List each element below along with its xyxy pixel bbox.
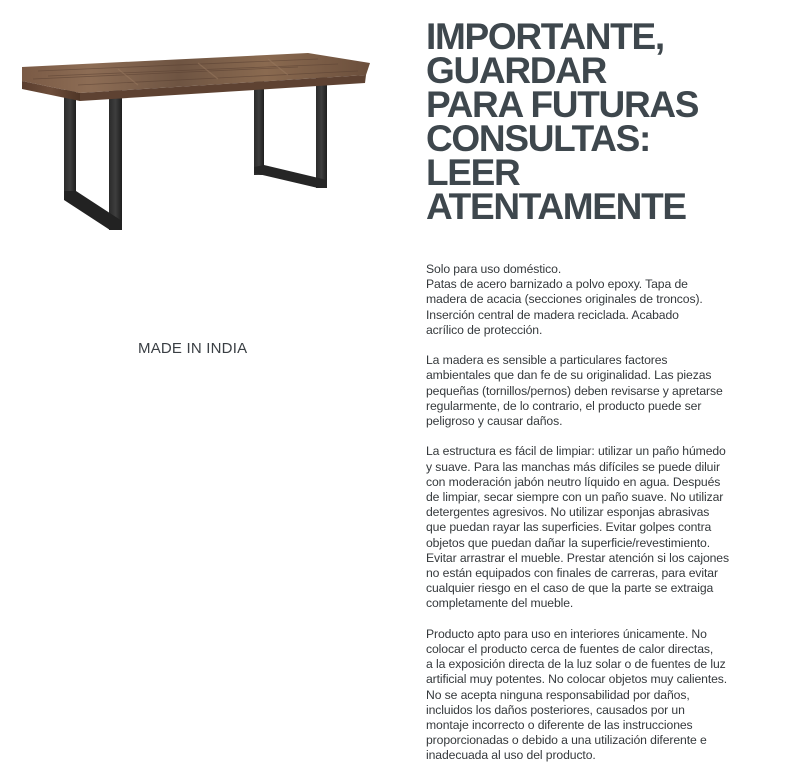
paragraph-line: completamente del mueble. [426, 596, 574, 611]
paragraph-line: La madera es sensible a particulares factores [426, 353, 668, 368]
page-title [426, 16, 786, 227]
paragraph-line: Patas de acero barnizado a polvo epoxy. Tapa de [426, 277, 688, 292]
instructions-text [426, 262, 776, 779]
paragraph-line: inadecuada al uso del producto. [426, 748, 596, 763]
title-line: GUARDAR [426, 50, 607, 91]
paragraph-line: colocar el producto cerca de fuentes de calor directas, [426, 642, 714, 657]
front-leg [64, 90, 122, 230]
paragraph-line: regularmente, de lo contrario, el producto puede ser [426, 398, 702, 413]
paragraph-line: artificial muy potentes. No colocar objetos muy calientes. [426, 672, 728, 687]
paragraph-line: con moderación jabón neutro líquido en agua. Después [426, 474, 721, 489]
paragraph-line: Inserción central de madera reciclada. Acabado [426, 307, 679, 322]
paragraph-line: proporcionadas o debido a una utilización diferente e [426, 733, 707, 748]
title-line: PARA FUTURAS [426, 84, 699, 125]
paragraph-line: acrílico de protección. [426, 322, 543, 337]
instruction-paragraph [426, 627, 776, 764]
paragraph-line: Producto apto para uso en interiores únicamente. No [426, 626, 707, 641]
paragraph-line: de limpiar, secar siempre con un paño suave. No utilizar [426, 490, 724, 505]
product-table-image [18, 45, 374, 235]
instruction-paragraph [426, 262, 776, 338]
paragraph-line: La estructura es fácil de limpiar: utilizar un paño húmedo [426, 444, 726, 459]
paragraph-line: cualquier riesgo en el caso de que la parte se extraiga [426, 581, 714, 596]
paragraph-line: objetos que puedan dañar la superficie/revestimiento. [426, 535, 710, 550]
paragraph-line: incluidos los daños posteriores, causados por un [426, 702, 685, 717]
paragraph-line: y suave. Para las manchas más difíciles se puede diluir [426, 459, 720, 474]
paragraph-line: a la exposición directa de la luz solar o de fuentes de luz [426, 657, 726, 672]
paragraph-line: pequeñas (tornillos/pernos) deben revisarse y apretarse [426, 383, 723, 398]
paragraph-line: montaje incorrecto o diferente de las instrucciones [426, 718, 693, 733]
made-in-label: MADE IN INDIA [138, 340, 248, 357]
paragraph-line: madera de acacia (secciones originales de troncos). [426, 292, 703, 307]
paragraph-line: no están equipados con finales de carreras, para evitar [426, 566, 718, 581]
paragraph-line: peligroso y causar daños. [426, 414, 563, 429]
instruction-paragraph [426, 444, 776, 611]
paragraph-line: Evitar arrastrar el mueble. Prestar atención si los cajones [426, 550, 729, 565]
instruction-paragraph [426, 353, 776, 429]
paragraph-line: detergentes agresivos. No utilizar esponjas abrasivas [426, 505, 710, 520]
paragraph-line: que puedan rayar las superficies. Evitar golpes contra [426, 520, 712, 535]
title-line: CONSULTAS: [426, 118, 651, 159]
title-line: IMPORTANTE, [426, 16, 664, 57]
title-line: ATENTAMENTE [426, 186, 686, 227]
paragraph-line: No se acepta ninguna responsabilidad por daños, [426, 687, 690, 702]
paragraph-line: Solo para uso doméstico. [426, 262, 562, 276]
title-line: LEER [426, 152, 520, 193]
paragraph-line: ambientales que dan fe de su originalidad. Las piezas [426, 368, 712, 383]
